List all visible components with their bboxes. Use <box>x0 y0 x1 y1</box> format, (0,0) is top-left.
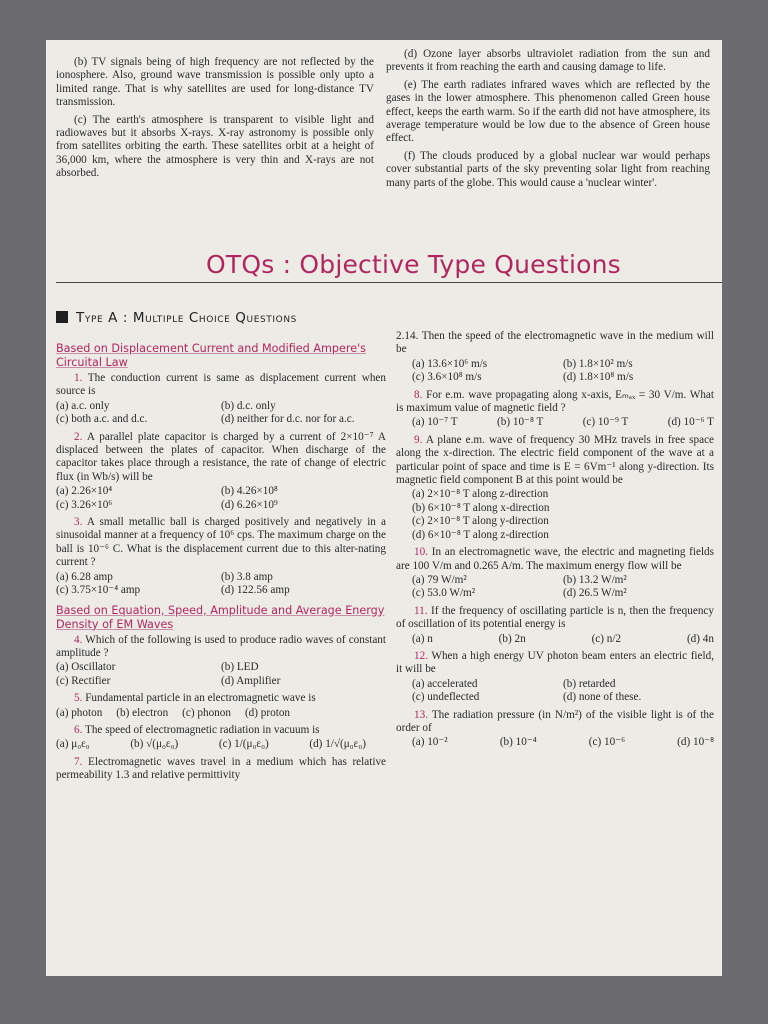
question-7-continued: 2.14. Then the speed of the electromagnetic wave in the medium will be (a) 13.6×10⁶ m/s (b) 1.8×10² m/s (c) 3.6×10⁸ m/s (d) 1.8×10⁸ m/s <box>396 330 714 384</box>
question-1: 1. The conduction current is same as displacement current when source is (a) a.c. only (b) d.c. only (c) both a.c. and d.c. (d) neither for d.c. nor for a.c. <box>56 372 386 426</box>
question-3: 3. A small metallic ball is charged positively and negatively in a sinusoidal manner at a frequency of 10⁶ cps. The maximum charge on the ball is 10⁻⁶ C. What is the displacement current due to this alter-nating current ? (a) 6.28 amp (b) 3.8 amp (c) 3.75×10⁻⁴ amp (d) 122.56 amp <box>56 516 386 597</box>
book-page <box>46 40 722 976</box>
left-questions-column <box>56 336 386 784</box>
para-f: (f) The clouds produced by a global nuclear war would perhaps cover substantial parts of the sky preventing solar light from reaching many parts of the globe. This would cause a 'nuclear winter'. <box>386 149 710 189</box>
para-d: (d) Ozone layer absorbs ultraviolet radiation from the sun and prevents it from reaching the earth and causing damage to life. <box>386 48 710 74</box>
page-title: OTQs : Objective Type Questions <box>206 250 621 279</box>
left-top-column <box>56 56 374 182</box>
para-e: (e) The earth radiates infrared waves which are reflected by the gases in the lower atmosphere. This phenomenon called Green house effect, keeps the earth warm. So if the earth did not have atmosphere, its average temperature would be low due to the absence of Green house effect. <box>386 78 710 145</box>
para-c: (c) The earth's atmosphere is transparent to visible light and radiowaves but it absorbs X-rays. X-ray astronomy is possible only from satellites orbiting the earth. These satellites orbit at a height of 36,000 km, where the atmosphere is very thin and X-rays are not absorbed. <box>56 113 374 180</box>
para-b: (b) TV signals being of high frequency are not reflected by the ionosphere. Also, ground wave transmission is possible only upto a limited range. That is why satellites are used for long-distance TV transmission. <box>56 56 374 109</box>
square-bullet-icon <box>56 311 68 323</box>
section-heading-1: Based on Displacement Current and Modified Ampere's Circuital Law <box>56 342 367 369</box>
question-9: 9. A plane e.m. wave of frequency 30 MHz travels in free space along the x-direction. The electric field component of the wave at a particular point of space and time is E = 6Vm⁻¹ along y-direction. Its magnetic field component B at this point would be (a) 2×10⁻⁸ T along z-direction (b) 6×10⁻⁸ T along x-direction (c) 2×10⁻⁸ T along y-direction (d) 6×10⁻⁸ T along z-direction <box>396 433 714 541</box>
question-11: 11. If the frequency of oscillating particle is n, then the frequency of oscillation of its potential energy is (a) n (b) 2n (c) n/2 (d) 4n <box>396 604 714 645</box>
question-6: 6. The speed of electromagnetic radiation in vacuum is (a) μ₀ε₀ (b) √(μ₀ε₀) (c) 1/(μ₀ε₀) (d) 1/√(μ₀ε₀) <box>56 723 366 751</box>
question-2: 2. A parallel plate capacitor is charged by a current of 2×10⁻⁷ A displaced between the plates of capacitor. When discharge of the capacitor takes place through a resistance, the rate of change of electric flux (in Wb/s) will be (a) 2.26×10⁴ (b) 4.26×10⁸ (c) 3.26×10⁶ (d) 6.26×10⁹ <box>56 430 387 511</box>
type-heading <box>56 310 297 326</box>
question-13: 13. The radiation pressure (in N/m²) of the visible light is of the order of (a) 10⁻² (b) 10⁻⁴ (c) 10⁻⁶ (d) 10⁻⁸ <box>396 708 714 749</box>
question-10: 10. In an electromagnetic wave, the electric and magneting fields are 100 V/m and 0.265 A/m. The maximum energy flow will be (a) 79 W/m² (b) 13.2 W/m² (c) 53.0 W/m² (d) 26.5 W/m² <box>396 546 715 600</box>
question-4: 4. Which of the following is used to produce radio waves of constant amplitude ? (a) Oscillator (b) LED (c) Rectifier (d) Amplifier <box>56 633 386 687</box>
title-rule <box>56 282 722 283</box>
type-heading-text: Type A : Multiple Choice Questions <box>76 310 297 326</box>
question-5: 5. Fundamental particle in an electromagnetic wave is (a) photon (b) electron (c) phonon (d) proton <box>56 692 316 719</box>
question-8: 8. For e.m. wave propagating along x-axis, Eₘₐₓ = 30 V/m. What is maximum value of magnetic field ? (a) 10⁻⁷ T (b) 10⁻⁸ T (c) 10⁻⁹ T (d) 10⁻⁶ T <box>396 388 715 429</box>
right-questions-column <box>396 330 714 750</box>
question-12: 12. When a high energy UV photon beam enters an electric field, it will be (a) accelerated (b) retarded (c) undeflected (d) none of these. <box>396 649 714 704</box>
section-heading-2: Based on Equation, Speed, Amplitude and Average Energy Density of EM Waves <box>56 603 385 631</box>
right-top-column <box>386 48 710 191</box>
question-7: 7. Electromagnetic waves travel in a medium which has relative permeability 1.3 and relative permittivity <box>56 755 386 782</box>
